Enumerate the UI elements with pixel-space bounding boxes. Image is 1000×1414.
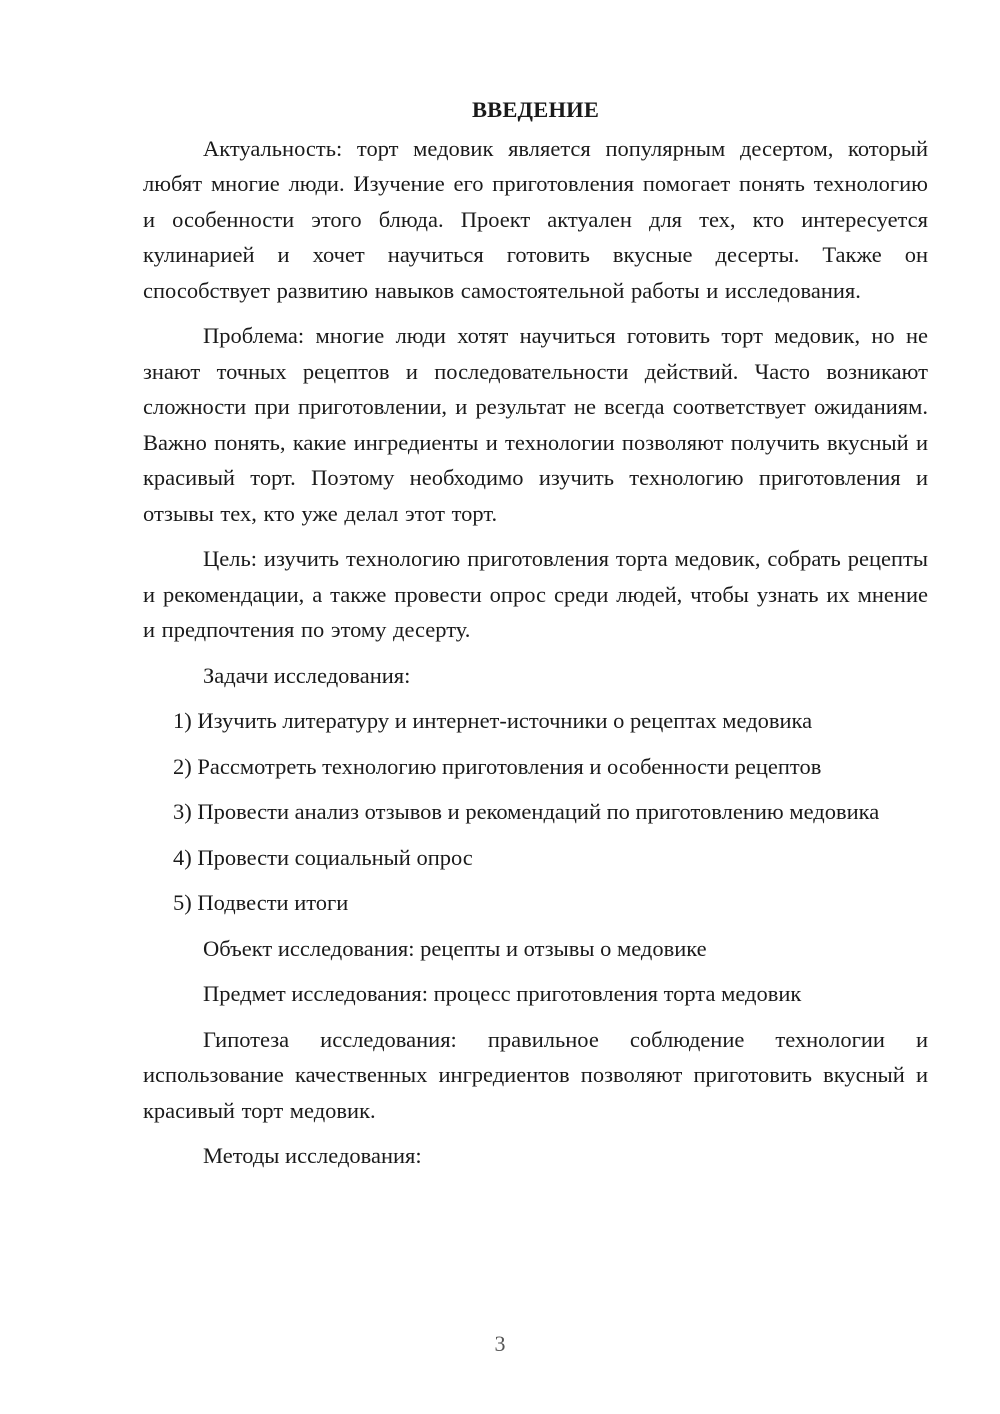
paragraph-object: Объект исследования: рецепты и отзывы о медовике [203,935,707,961]
paragraph-goal: Цель: изучить технологию приготовления торта медовик, собрать рецепты и рекомендации, а также провести опрос среди людей, чтобы узнать их мнение и предпочтения по этому десерту. [143,546,928,642]
section-title: ВВЕДЕНИЕ [471,97,600,122]
paragraph-hypothesis: Гипотеза исследования: правильное соблюдение технологии и использование качественных ингредиентов позволяют приготовить вкусный и красивый торт медовик. [143,1026,928,1123]
page-content [143,92,928,1184]
task-item-5: 5) Подвести итоги [173,890,349,915]
task-item-3: 3) Провести анализ отзывов и рекомендаций по приготовлению медовика [173,799,880,824]
paragraph-subject: Предмет исследования: процесс приготовления торта медовик [203,981,802,1006]
task-item-4: 4) Провести социальный опрос [173,844,473,870]
task-item-1: 1) Изучить литературу и интернет-источники о рецептах медовика [173,708,813,733]
page-number: 3 [494,1331,506,1356]
methods-heading: Методы исследования: [203,1143,422,1168]
paragraph-relevance: Актуальность: торт медовик является популярным десертом, который любят многие люди. Изучение его приготовления помогает понять технологию и особенности этого блюда. Проект актуален для тех, кто интересуется кулинарией и хочет научиться готовить вкусные десерты. Также он способствует развитию навыков самостоятельной работы и исследования. [143,135,928,303]
tasks-heading: Задачи исследования: [203,662,411,688]
task-item-2: 2) Рассмотреть технологию приготовления и особенности рецептов [173,753,822,779]
paragraph-problem: Проблема: многие люди хотят научиться готовить торт медовик, но не знают точных рецептов и последовательности действий. Часто возникают сложности при приготовлении, и результат не всегда соответствует ожиданиям. Важно понять, какие ингредиенты и технологии позволяют получить вкусный и красивый торт. Поэтому необходимо изучить технологию приготовления и отзывы тех, кто уже делал этот торт. [143,323,928,526]
